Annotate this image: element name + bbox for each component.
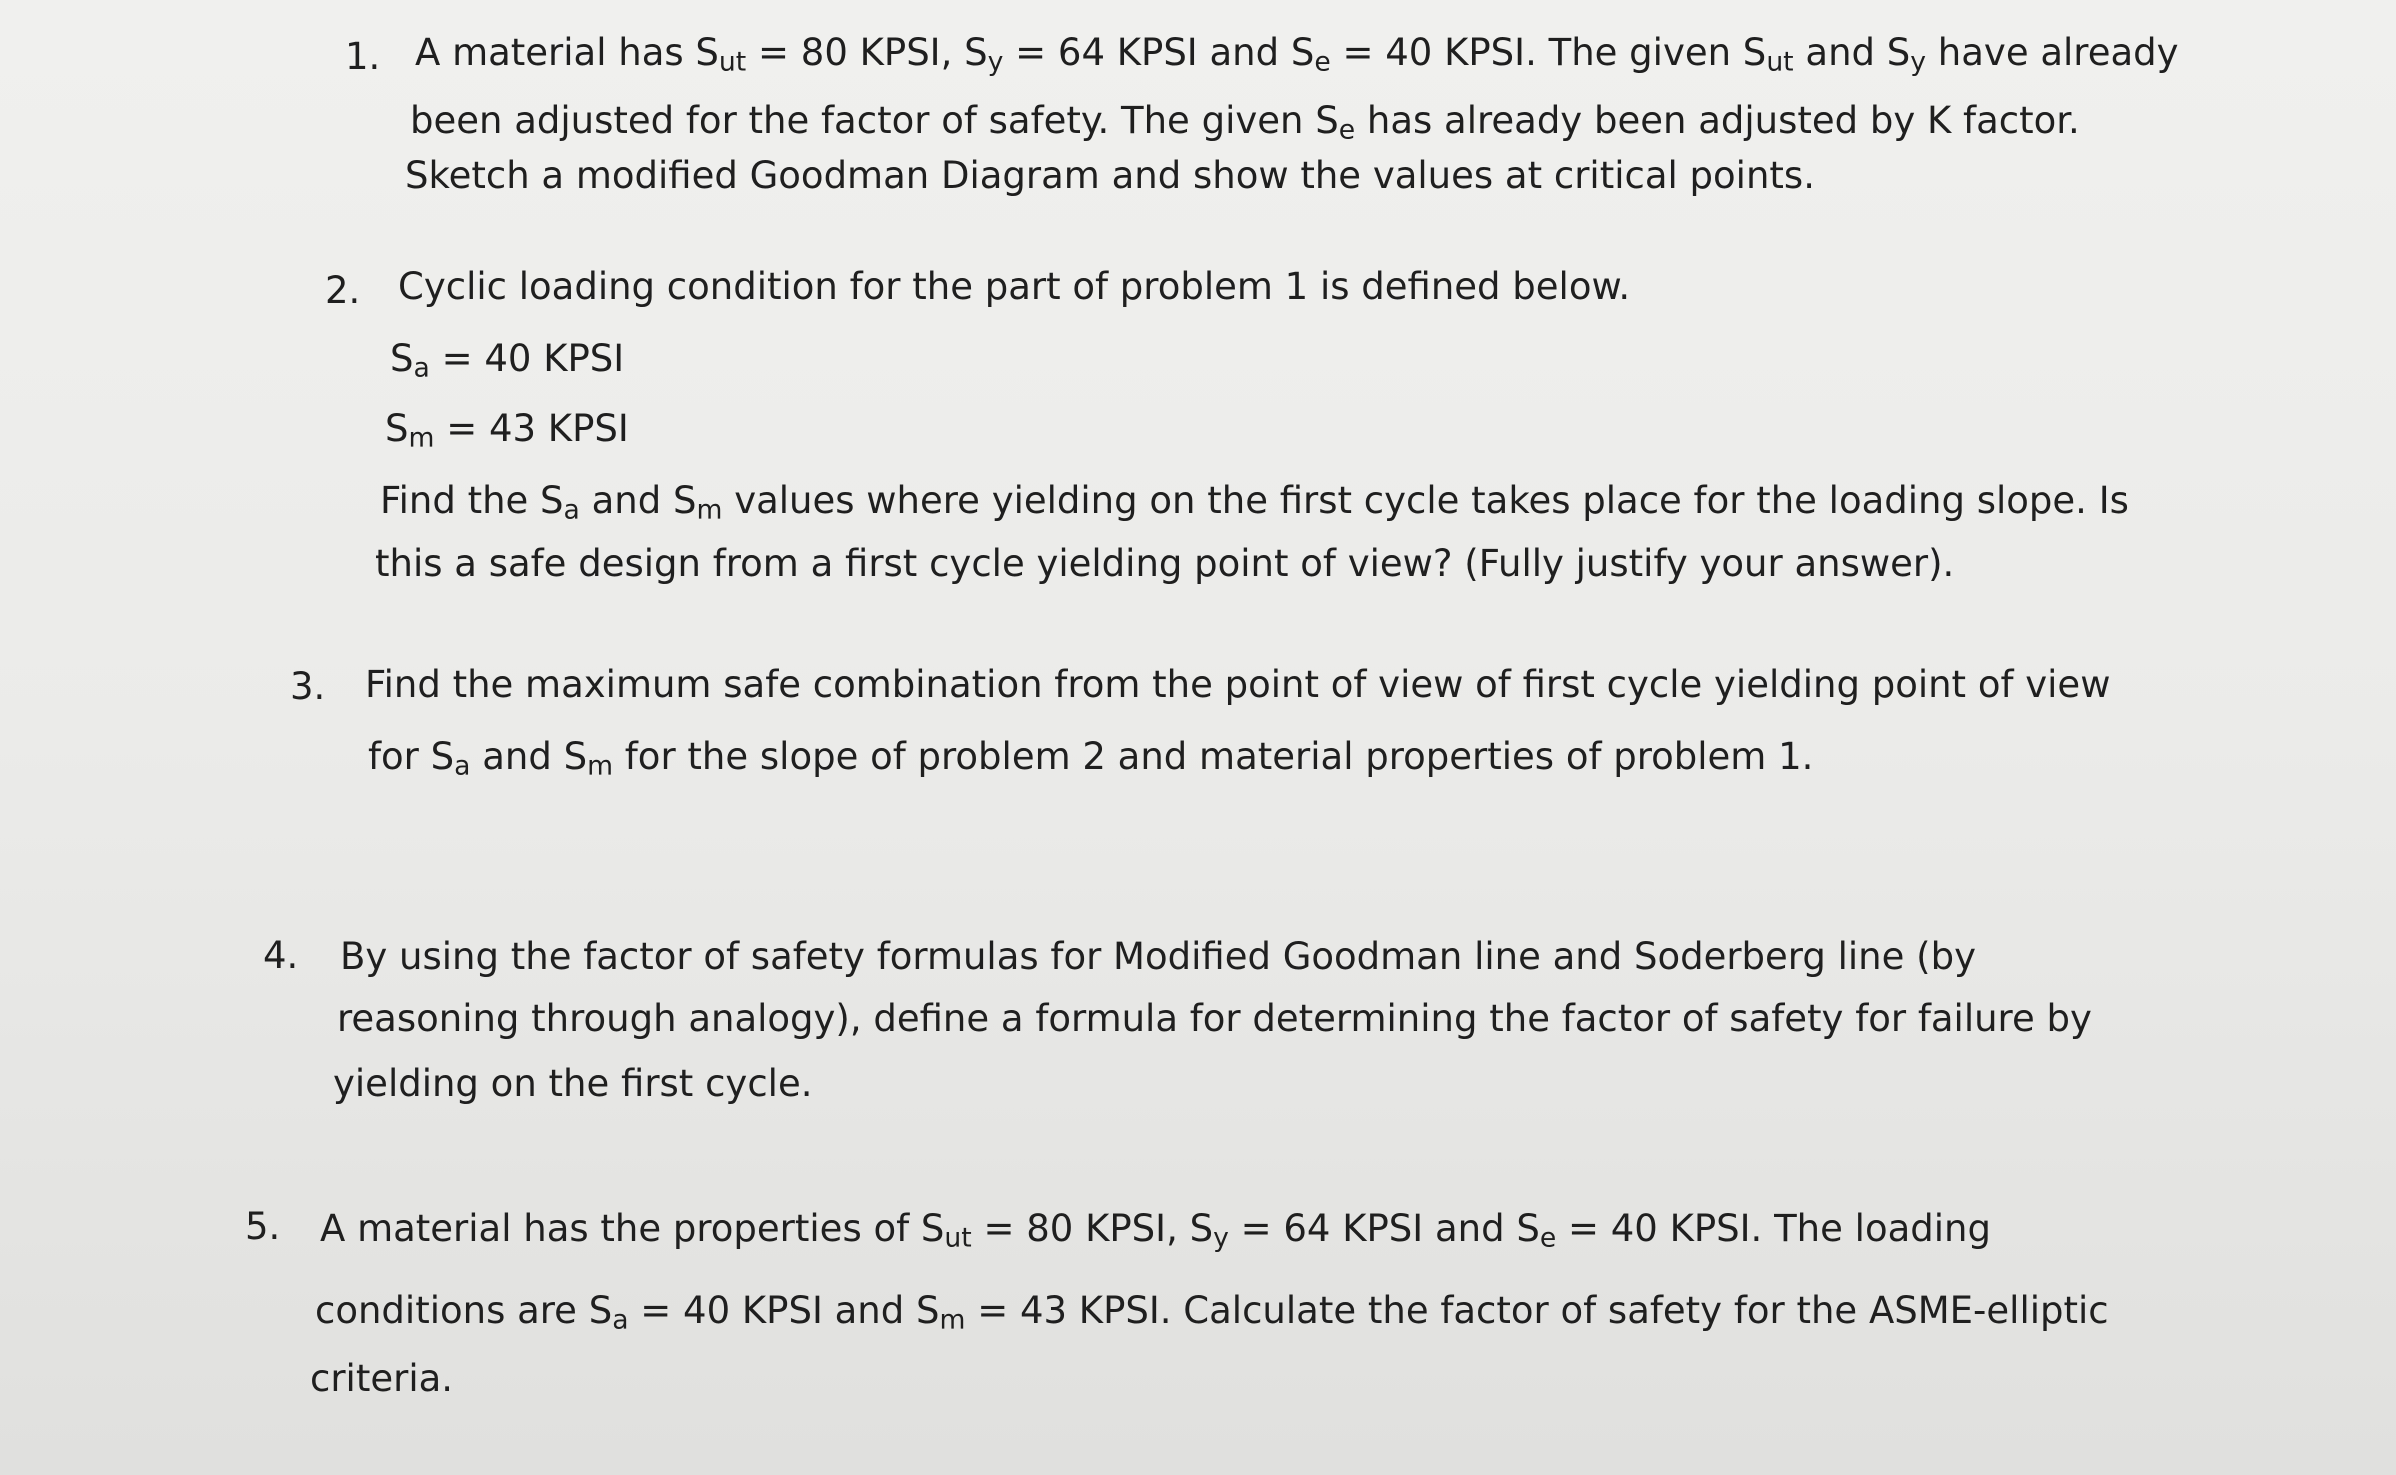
text-run: have already bbox=[1926, 31, 2179, 74]
text-run: and S bbox=[470, 735, 588, 778]
text-run: yielding on the first cycle. bbox=[333, 1062, 813, 1105]
text-run: values where yielding on the first cycle takes place for the loading slope. Is bbox=[722, 479, 2129, 522]
problem-line bbox=[380, 479, 2129, 526]
problem-number: 1. bbox=[345, 35, 381, 78]
text-run: = 64 KPSI and S bbox=[1003, 31, 1315, 74]
problem-number: 5. bbox=[245, 1205, 281, 1248]
problem-line bbox=[333, 1062, 813, 1105]
text-run: reasoning through analogy), define a formula for determining the factor of safety for failure by bbox=[337, 997, 2092, 1040]
text-run: for S bbox=[368, 735, 455, 778]
text-run: Find the maximum safe combination from the point of view of first cycle yielding point of view bbox=[365, 663, 2111, 706]
problem-number: 4. bbox=[263, 934, 299, 977]
problem-line bbox=[340, 935, 1976, 978]
text-run: = 80 KPSI, S bbox=[971, 1207, 1214, 1250]
subscript: m bbox=[408, 422, 435, 454]
subscript: m bbox=[587, 750, 614, 782]
subscript: ut bbox=[944, 1222, 972, 1254]
problem-line bbox=[337, 997, 2092, 1040]
text-run: criteria. bbox=[310, 1357, 454, 1400]
given-sa bbox=[390, 337, 625, 384]
text-run: Sketch a modified Goodman Diagram and show the values at critical points. bbox=[405, 154, 1815, 197]
text-run: = 40 KPSI. The loading bbox=[1556, 1207, 1991, 1250]
text-run: conditions are S bbox=[315, 1289, 613, 1332]
subscript: e bbox=[1338, 114, 1356, 146]
text-run: = 64 KPSI and S bbox=[1228, 1207, 1540, 1250]
subscript: a bbox=[413, 352, 430, 384]
text-run: this a safe design from a first cycle yielding point of view? (Fully justify your answer). bbox=[375, 542, 1955, 585]
subscript: a bbox=[612, 1304, 629, 1336]
problem-line bbox=[398, 265, 1631, 308]
problem-line bbox=[405, 154, 1815, 197]
text-run: = 40 KPSI and S bbox=[628, 1289, 940, 1332]
problem-number: 2. bbox=[325, 269, 361, 312]
subscript: y bbox=[1213, 1222, 1229, 1254]
text-run: = 40 KPSI bbox=[429, 337, 625, 380]
text-run: = 40 KPSI. The given S bbox=[1330, 31, 1767, 74]
text-run: = 43 KPSI. Calculate the factor of safety for the ASME-elliptic bbox=[965, 1289, 2109, 1332]
text-run: and S bbox=[1793, 31, 1911, 74]
subscript: e bbox=[1539, 1222, 1557, 1254]
subscript: a bbox=[454, 750, 471, 782]
problem-line bbox=[415, 31, 2179, 78]
text-run: Cyclic loading condition for the part of problem 1 is defined below. bbox=[398, 265, 1631, 308]
text-run: = 80 KPSI, S bbox=[746, 31, 988, 74]
text-run: for the slope of problem 2 and material properties of problem 1. bbox=[613, 735, 1814, 778]
subscript: a bbox=[563, 494, 580, 526]
subscript: m bbox=[939, 1304, 966, 1336]
subscript: e bbox=[1314, 46, 1331, 78]
subscript: ut bbox=[1766, 46, 1794, 78]
text-run: S bbox=[390, 337, 414, 380]
subscript: y bbox=[987, 46, 1004, 78]
problem-number: 3. bbox=[290, 665, 326, 708]
problem-line bbox=[315, 1289, 2109, 1336]
text-run: and S bbox=[579, 479, 697, 522]
subscript: m bbox=[696, 494, 723, 526]
subscript: ut bbox=[718, 46, 747, 78]
subscript: y bbox=[1910, 46, 1927, 78]
problem-line bbox=[310, 1357, 454, 1400]
text-run: A material has S bbox=[415, 31, 719, 74]
given-sm bbox=[385, 407, 629, 454]
text-run: Find the S bbox=[380, 479, 564, 522]
text-run: A material has the properties of S bbox=[320, 1207, 945, 1250]
text-run: By using the factor of safety formulas for Modified Goodman line and Soderberg line (by bbox=[340, 935, 1976, 978]
text-run: has already been adjusted by K factor. bbox=[1355, 99, 2080, 142]
text-run: S bbox=[385, 407, 409, 450]
problem-line bbox=[368, 735, 1814, 782]
problem-line bbox=[365, 663, 2111, 706]
problem-line bbox=[410, 99, 2080, 146]
text-run: = 43 KPSI bbox=[434, 407, 629, 450]
problem-line bbox=[320, 1207, 1991, 1254]
problem-line bbox=[375, 542, 1955, 585]
text-run: been adjusted for the factor of safety. The given S bbox=[410, 99, 1339, 142]
